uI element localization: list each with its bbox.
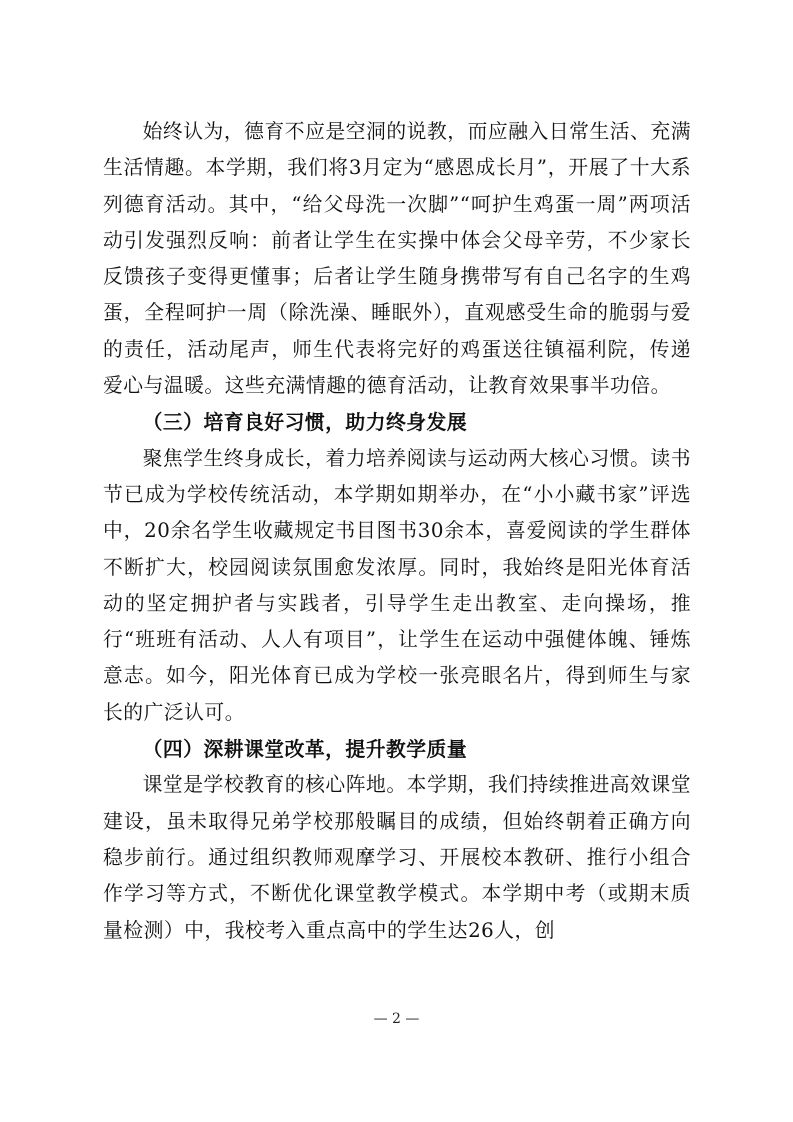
- section-heading-classroom: （四）深耕课堂改革，提升教学质量: [142, 737, 468, 762]
- page-number: — 2 —: [373, 1011, 420, 1027]
- document-body: [103, 114, 691, 949]
- section-heading-habits: （三）培育良好习惯，助力终身发展: [142, 410, 468, 435]
- paragraph-classroom-reform: 课堂是学校教育的核心阵地。本学期，我们持续推进高效课堂建设，虽未取得兄弟学校那般瞩目的成绩，但始终朝着正确方向稳步前行。通过组织教师观摩学习、开展校本教研、推行小组合作学习等方式，不断优化课堂教学模式。本学期中考（或期末质量检测）中，我校考入重点高中的学生达26人，创: [103, 773, 691, 942]
- paragraph-reading-sports: 聚焦学生终身成长，着力培养阅读与运动两大核心习惯。读书节已成为学校传统活动，本学期如期举办，在“小小藏书家”评选中，20余名学生收藏规定书目图书30余本，喜爱阅读的学生群体不断扩大，校园阅读氛围愈发浓厚。同时，我始终是阳光体育活动的坚定拥护者与实践者，引导学生走出教室、走向操场，推行“班班有活动、人人有项目”，让学生在运动中强健体魄、锤炼意志。如今，阳光体育已成为学校一张亮眼名片，得到师生与家长的广泛认可。: [103, 446, 691, 724]
- paragraph-moral-education: 始终认为，德育不应是空洞的说教，而应融入日常生活、充满生活情趣。本学期，我们将3月定为“感恩成长月”，开展了十大系列德育活动。其中，“给父母洗一次脚”“呵护生鸡蛋一周”两项活动引发强烈反响：前者让学生在实操中体会父母辛劳，不少家长反馈孩子变得更懂事；后者让学生随身携带写有自己名字的生鸡蛋，全程呵护一周（除洗澡、睡眠外），直观感受生命的脆弱与爱的责任，活动尾声，师生代表将完好的鸡蛋送往镇福利院，传递爱心与温暖。这些充满情趣的德育活动，让教育效果事半功倍。: [103, 120, 691, 398]
